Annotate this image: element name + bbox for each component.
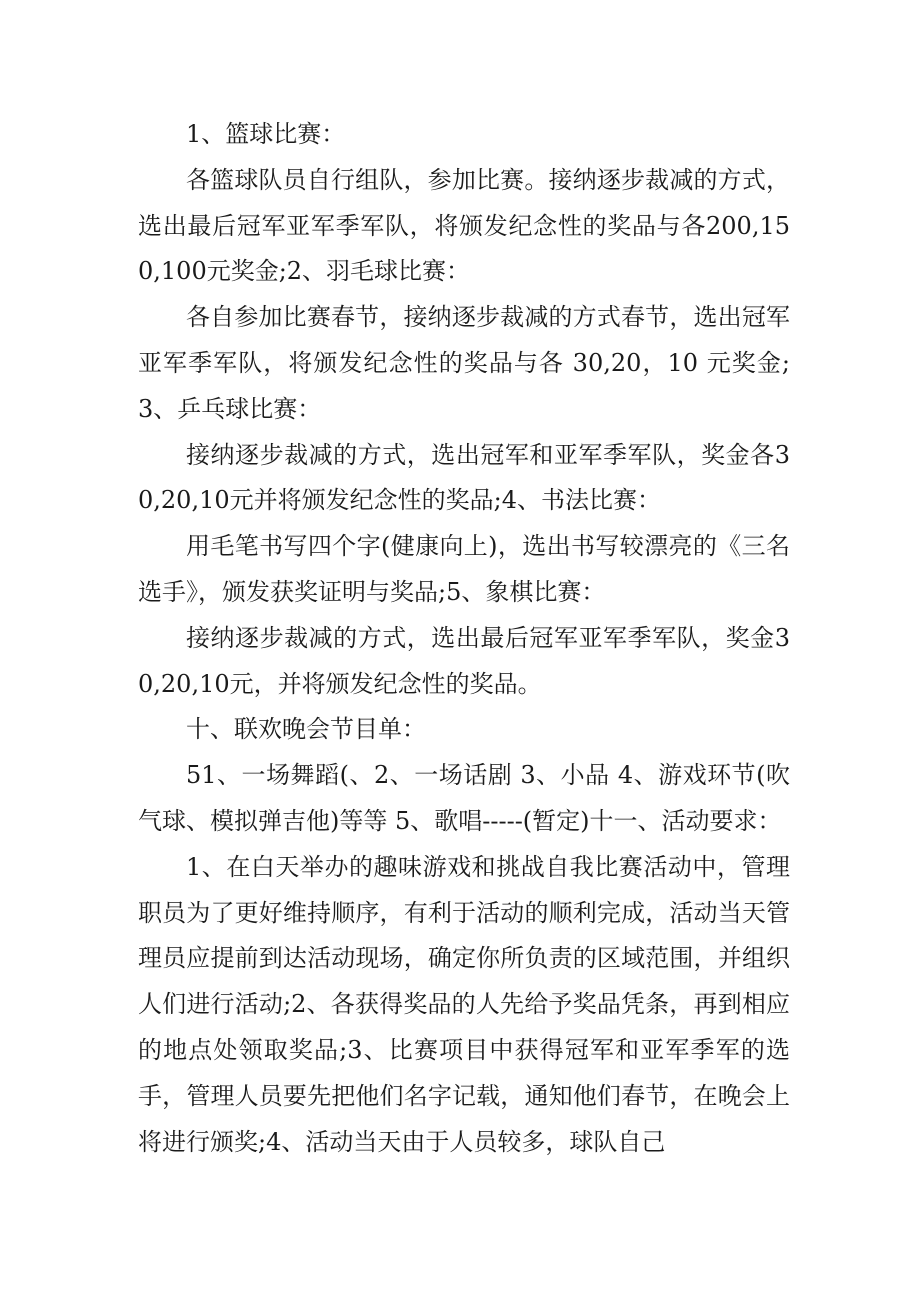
paragraph-badminton-rules: 各自参加比赛春节，接纳逐步裁减的方式春节，选出冠军亚军季军队，将颁发纪念性的奖品与各 30,20，10 元奖金;3、乒乓球比赛：	[138, 303, 790, 423]
paragraph-calligraphy-rules: 用毛笔书写四个字(健康向上)，选出书写较漂亮的《三名选手》，颁发获奖证明与奖品;5、象棋比赛：	[138, 532, 790, 606]
paragraph-gala-program: 51、一场舞蹈(、2、一场话剧 3、小品 4、游戏环节(吹气球、模拟弹吉他)等等 5、歌唱-----(暂定)十一、活动要求：	[138, 761, 790, 835]
document-body	[138, 112, 790, 1165]
paragraph-chess-rules: 接纳逐步裁减的方式，选出最后冠军亚军季军队，奖金30,20,10元，并将颁发纪念性的奖品。	[138, 623, 790, 698]
paragraph-basketball-heading: 1、篮球比赛：	[186, 120, 346, 148]
paragraph-pingpong-rules: 接纳逐步裁减的方式，选出冠军和亚军季军队，奖金各30,20,10元并将颁发纪念性的奖品;4、书法比赛：	[138, 440, 790, 515]
paragraph-gala-heading: 十、联欢晚会节目单：	[186, 715, 426, 744]
paragraph-basketball-rules: 各篮球队员自行组队，参加比赛。接纳逐步裁减的方式，选出最后冠军亚军季军队，将颁发纪念性的奖品与各200,150,100元奖金;2、羽毛球比赛：	[138, 165, 790, 286]
paragraph-activity-requirements: 1、在白天举办的趣味游戏和挑战自我比赛活动中，管理职员为了更好维持顺序，有利于活动的顺利完成，活动当天管理员应提前到达活动现场，确定你所负责的区域范围，并组织人们进行活动;2、各获得奖品的人先给予奖品凭条，再到相应的地点处领取奖品;3、比赛项目中获得冠军和亚军季军的选手，管理人员要先把他们名字记载，通知他们春节，在晚会上将进行颁奖;4、活动当天由于人员较多，球队自己	[138, 852, 790, 1156]
